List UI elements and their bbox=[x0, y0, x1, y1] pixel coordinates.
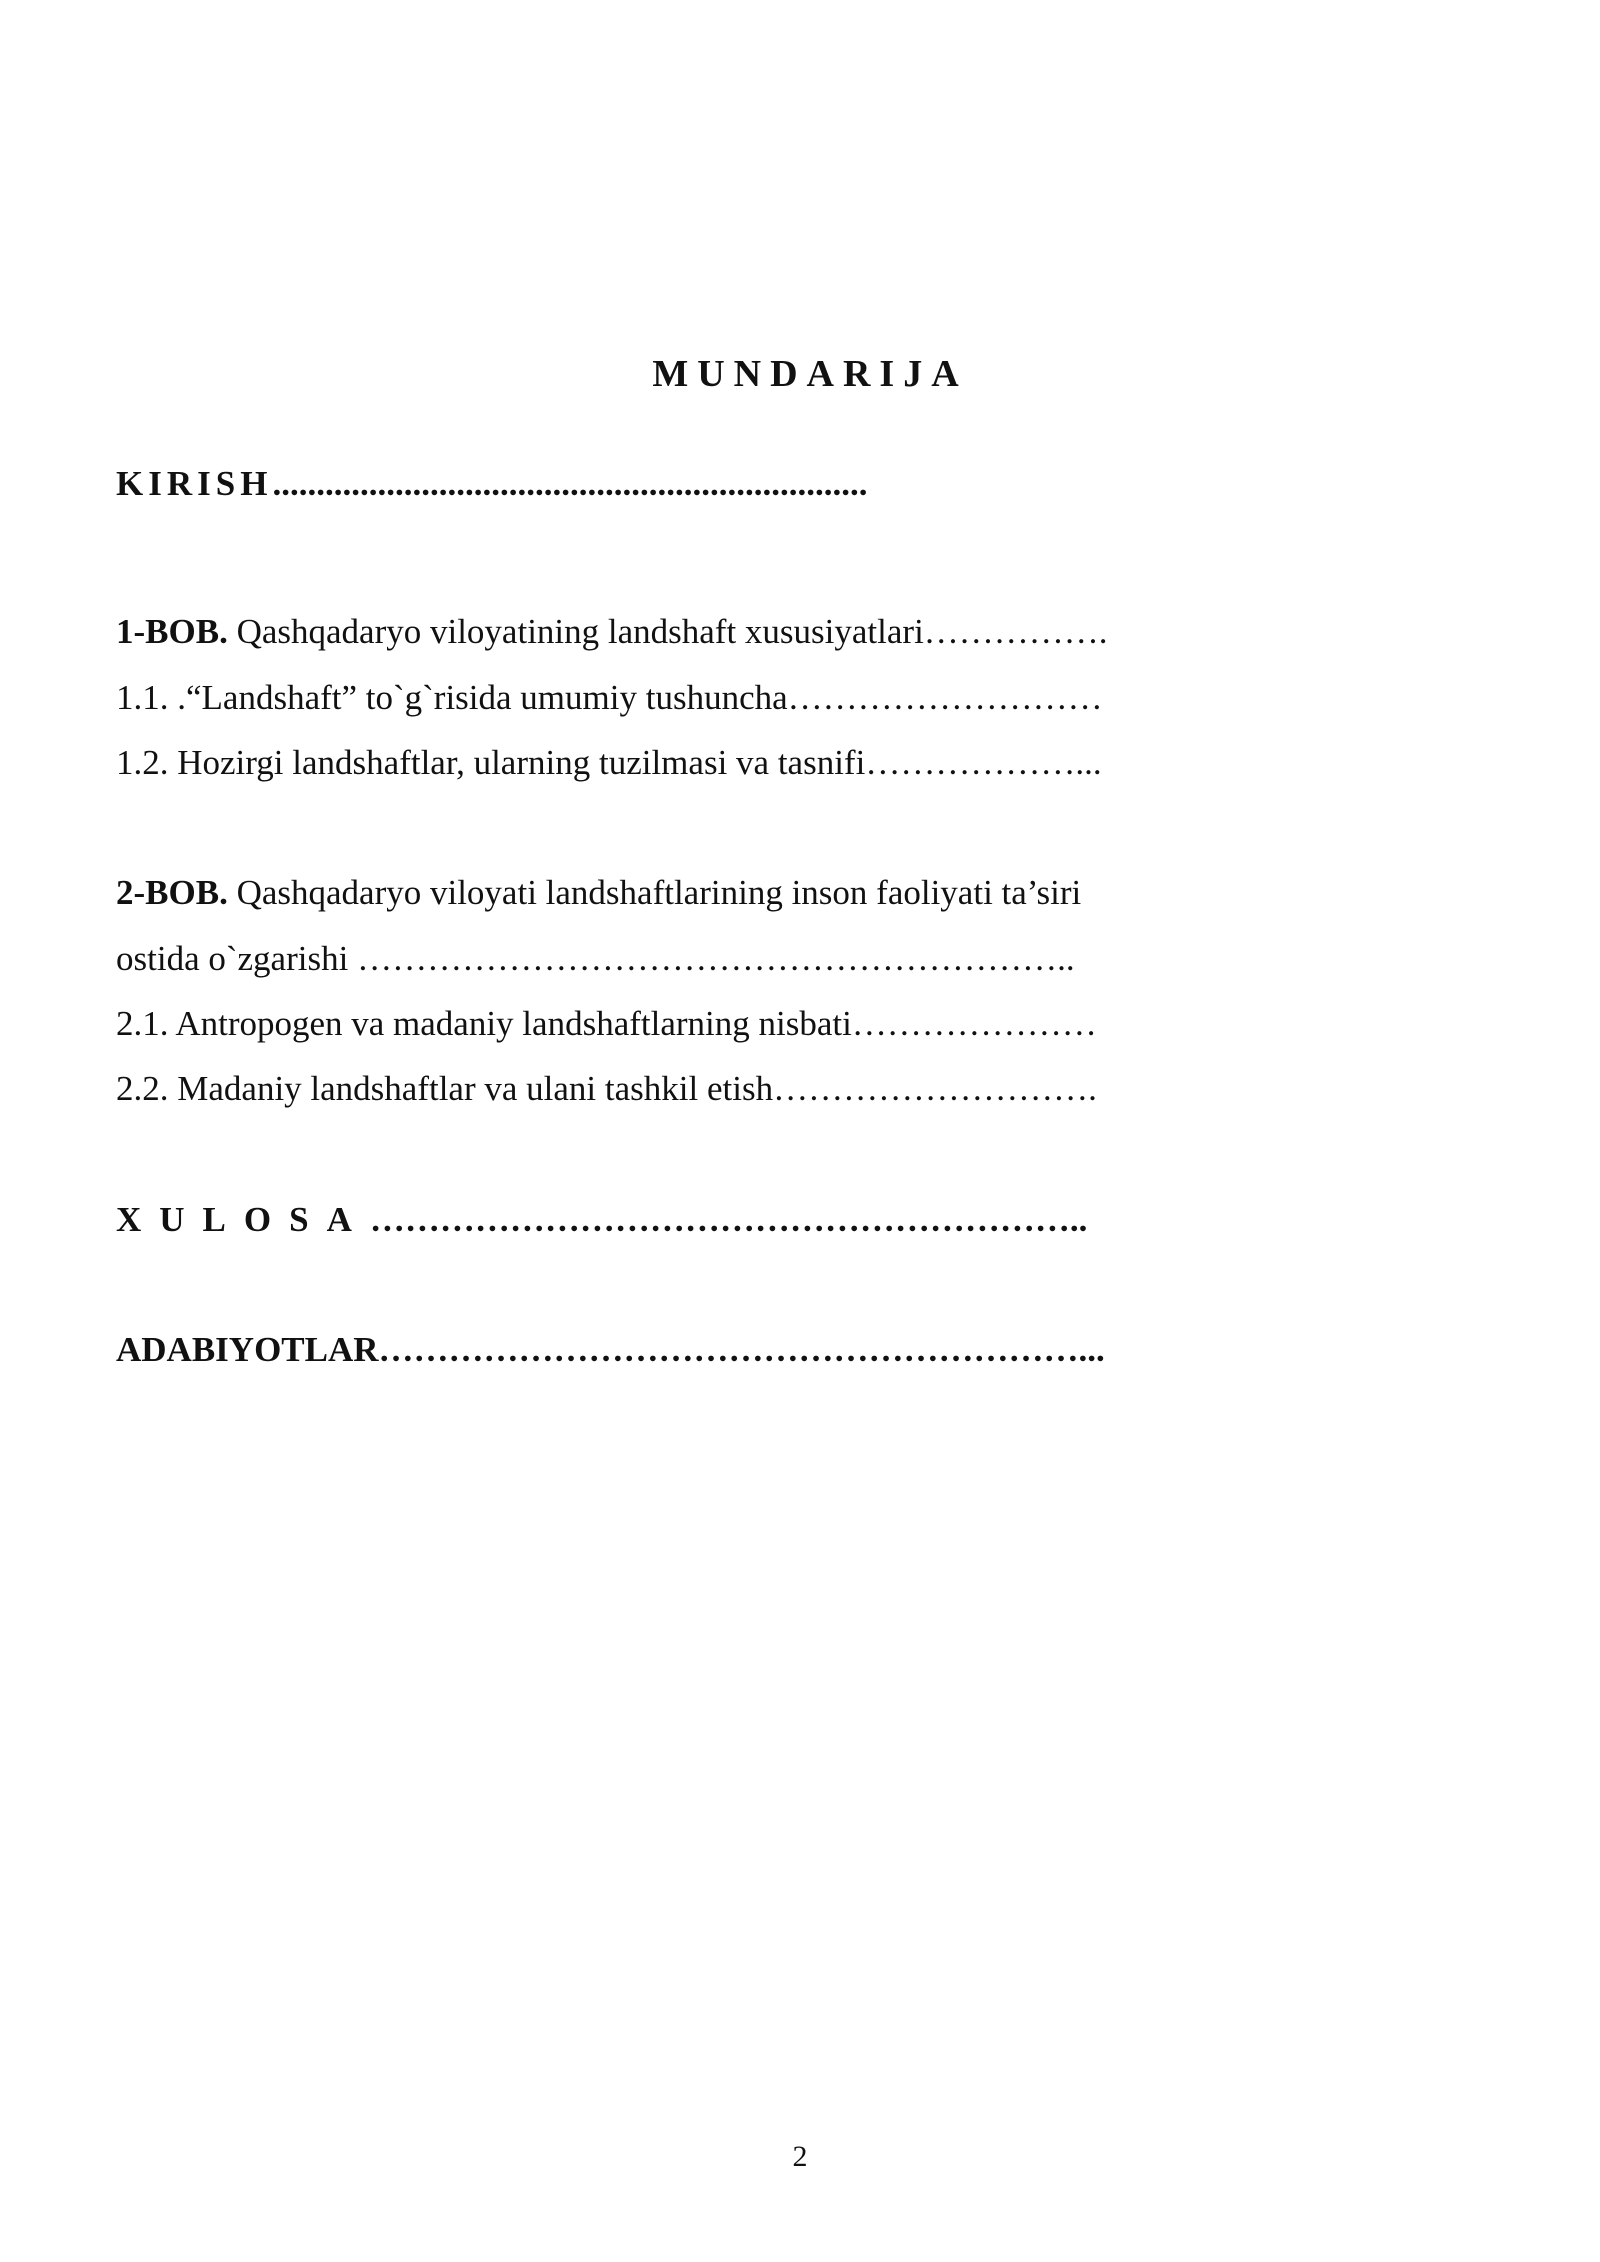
chapter2-label: 2-BOB. bbox=[116, 873, 228, 912]
section-2-1-dots: ………………… bbox=[851, 1004, 1097, 1043]
references-dots: ……………………………………………………... bbox=[378, 1330, 1105, 1369]
chapter2-dots: …………………………………………………….. bbox=[357, 939, 1075, 978]
chapter1-title: Qashqadaryo viloyatining landshaft xususiyatlari bbox=[227, 612, 924, 651]
intro-dots: .................................................................... bbox=[272, 464, 868, 503]
page-number: 2 bbox=[792, 2140, 808, 2173]
section-2-2-text: 2.2. Madaniy landshaftlar va ulani tashkil etish bbox=[116, 1069, 774, 1108]
toc-entry-section-2-2 bbox=[116, 1067, 1097, 1111]
toc-entry-intro bbox=[116, 462, 867, 506]
toc-entry-conclusion bbox=[116, 1198, 1087, 1242]
section-1-1-text: 1.1. .“Landshaft” to`g`risida umumiy tushuncha bbox=[116, 678, 788, 717]
page-title: MUNDARIJA bbox=[652, 353, 968, 395]
conclusion-heading: XULOSA bbox=[116, 1200, 370, 1239]
toc-entry-chapter2 bbox=[116, 871, 1081, 915]
references-heading: ADABIYOTLAR bbox=[116, 1330, 379, 1369]
section-1-1-dots: ……………………… bbox=[787, 678, 1103, 717]
toc-entry-section-2-1 bbox=[116, 1002, 1097, 1046]
toc-entry-section-1-2 bbox=[116, 741, 1102, 785]
chapter2-title-line1: Qashqadaryo viloyati landshaftlarining inson faoliyati ta’siri bbox=[227, 873, 1082, 912]
toc-entry-section-1-1 bbox=[116, 676, 1103, 720]
section-2-1-text: 2.1. Antropogen va madaniy landshaftlarning nisbati bbox=[116, 1004, 852, 1043]
intro-heading: KIRISH bbox=[116, 464, 273, 503]
section-2-2-dots: ………………………. bbox=[773, 1069, 1097, 1108]
chapter1-dots: ……………. bbox=[923, 612, 1108, 651]
section-1-2-text: 1.2. Hozirgi landshaftlar, ularning tuzilmasi va tasnifi bbox=[116, 743, 866, 782]
toc-entry-references bbox=[116, 1328, 1105, 1372]
chapter2-title-line2: ostida o`zgarishi bbox=[116, 939, 358, 978]
toc-entry-chapter2-cont bbox=[116, 937, 1075, 981]
toc-entry-chapter1 bbox=[116, 610, 1108, 654]
chapter1-label: 1-BOB. bbox=[116, 612, 228, 651]
conclusion-dots: …………………………………………………….. bbox=[369, 1200, 1088, 1239]
section-1-2-dots: ………………... bbox=[865, 743, 1102, 782]
